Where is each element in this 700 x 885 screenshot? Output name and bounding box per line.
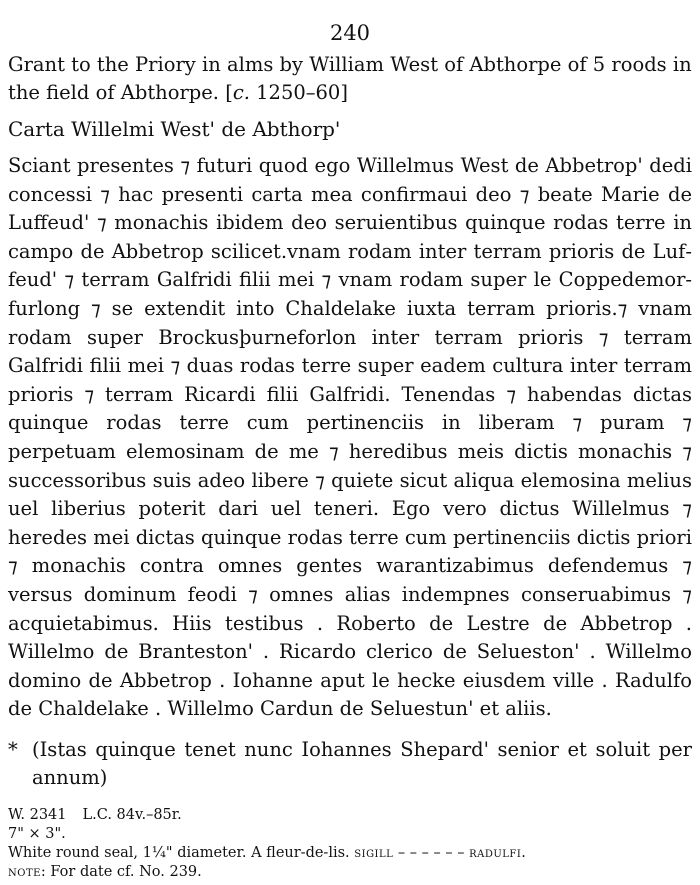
footnote bbox=[8, 736, 692, 792]
critical-apparatus bbox=[8, 806, 692, 882]
seal-legend-end: radulfi. bbox=[469, 844, 527, 861]
date-bracket-open: [ bbox=[225, 81, 233, 104]
note-text: : For date cf. No. 239. bbox=[40, 863, 202, 880]
charter-title: Carta Willelmi West' de Abthorp' bbox=[8, 117, 341, 141]
charter-body: Sciant presentes ⁊ futuri quod ego Willelmus West de Abbetrop' dedi concessi ⁊ hac presenti carta mea confirmaui deo ⁊ beate Marie de Luffeud' ⁊ monachis ibidem deo seruientibus quinque rodas terre in campo de Abbetrop scilicet.vnam rodam inter terram prioris de Luffeud' ⁊ terram Galfridi filii mei ⁊ vnam rodam super le Coppedemorfurlong ⁊ se extendit into Chaldelake iuxta terram prioris.⁊ vnam rodam super Brockusþurneforlon inter terram prioris ⁊ terram Galfridi filii mei ⁊ duas rodas terre super eadem cultura inter terram prioris ⁊ terram Ricardi filii Galfridi. Tenendas ⁊ habendas dictas quinque rodas terre cum pertinenciis in liberam ⁊ puram ⁊ perpetuam elemosinam de me ⁊ heredibus meis dictis monachis ⁊ successoribus suis adeo libere ⁊ quiete sicut aliqua elemosina melius uel liberius poterit dari uel teneri. Ego vero dictus Willelmus ⁊ heredes mei dictas quinque rodas terre cum pertinenciis dictis priori ⁊ monachis contra omnes gentes warantizabimus defendemus ⁊ versus dominum feodi ⁊ omnes alias indempnes conseruabimus ⁊ acquietabimus. Hiis testibus . Roberto de Lestre de Abbetrop . Willelmo de Branteston' . Ricardo clerico de Selueston' . Willelmo domino de Abbetrop . Iohanne aput le hecke eiusdem ville . Radulfo de Chaldelake . Willelmo Cardun de Seluestun' et aliis. bbox=[8, 154, 692, 721]
seal-line bbox=[8, 844, 692, 863]
reference-lc: L.C. 84v.–85r. bbox=[82, 806, 182, 823]
reference-w: W. 2341 bbox=[8, 806, 67, 823]
charter-summary bbox=[8, 51, 692, 107]
seal-legend-start: sigill bbox=[354, 844, 394, 861]
dimensions-line: 7" × 3". bbox=[8, 825, 66, 842]
page-number: 240 bbox=[329, 21, 371, 45]
summary-text: Grant to the Priory in alms by William West of Abthorpe of 5 roods in the field of Abthorpe. bbox=[8, 53, 692, 104]
seal-description: White round seal, 1¼" diameter. A fleur-de-lis. bbox=[8, 844, 350, 861]
date-range: 1250–60] bbox=[256, 81, 348, 104]
note-label: note bbox=[8, 863, 41, 880]
date-circa: c. bbox=[232, 81, 250, 104]
footnote-text: (Istas quinque tenet nunc Iohannes Shepard' senior et soluit per annum) bbox=[32, 737, 692, 789]
seal-legend-gap: – – – – – – bbox=[393, 844, 470, 861]
reference-line bbox=[8, 806, 692, 825]
date-note-line bbox=[8, 863, 692, 882]
footnote-marker: * bbox=[8, 737, 18, 761]
